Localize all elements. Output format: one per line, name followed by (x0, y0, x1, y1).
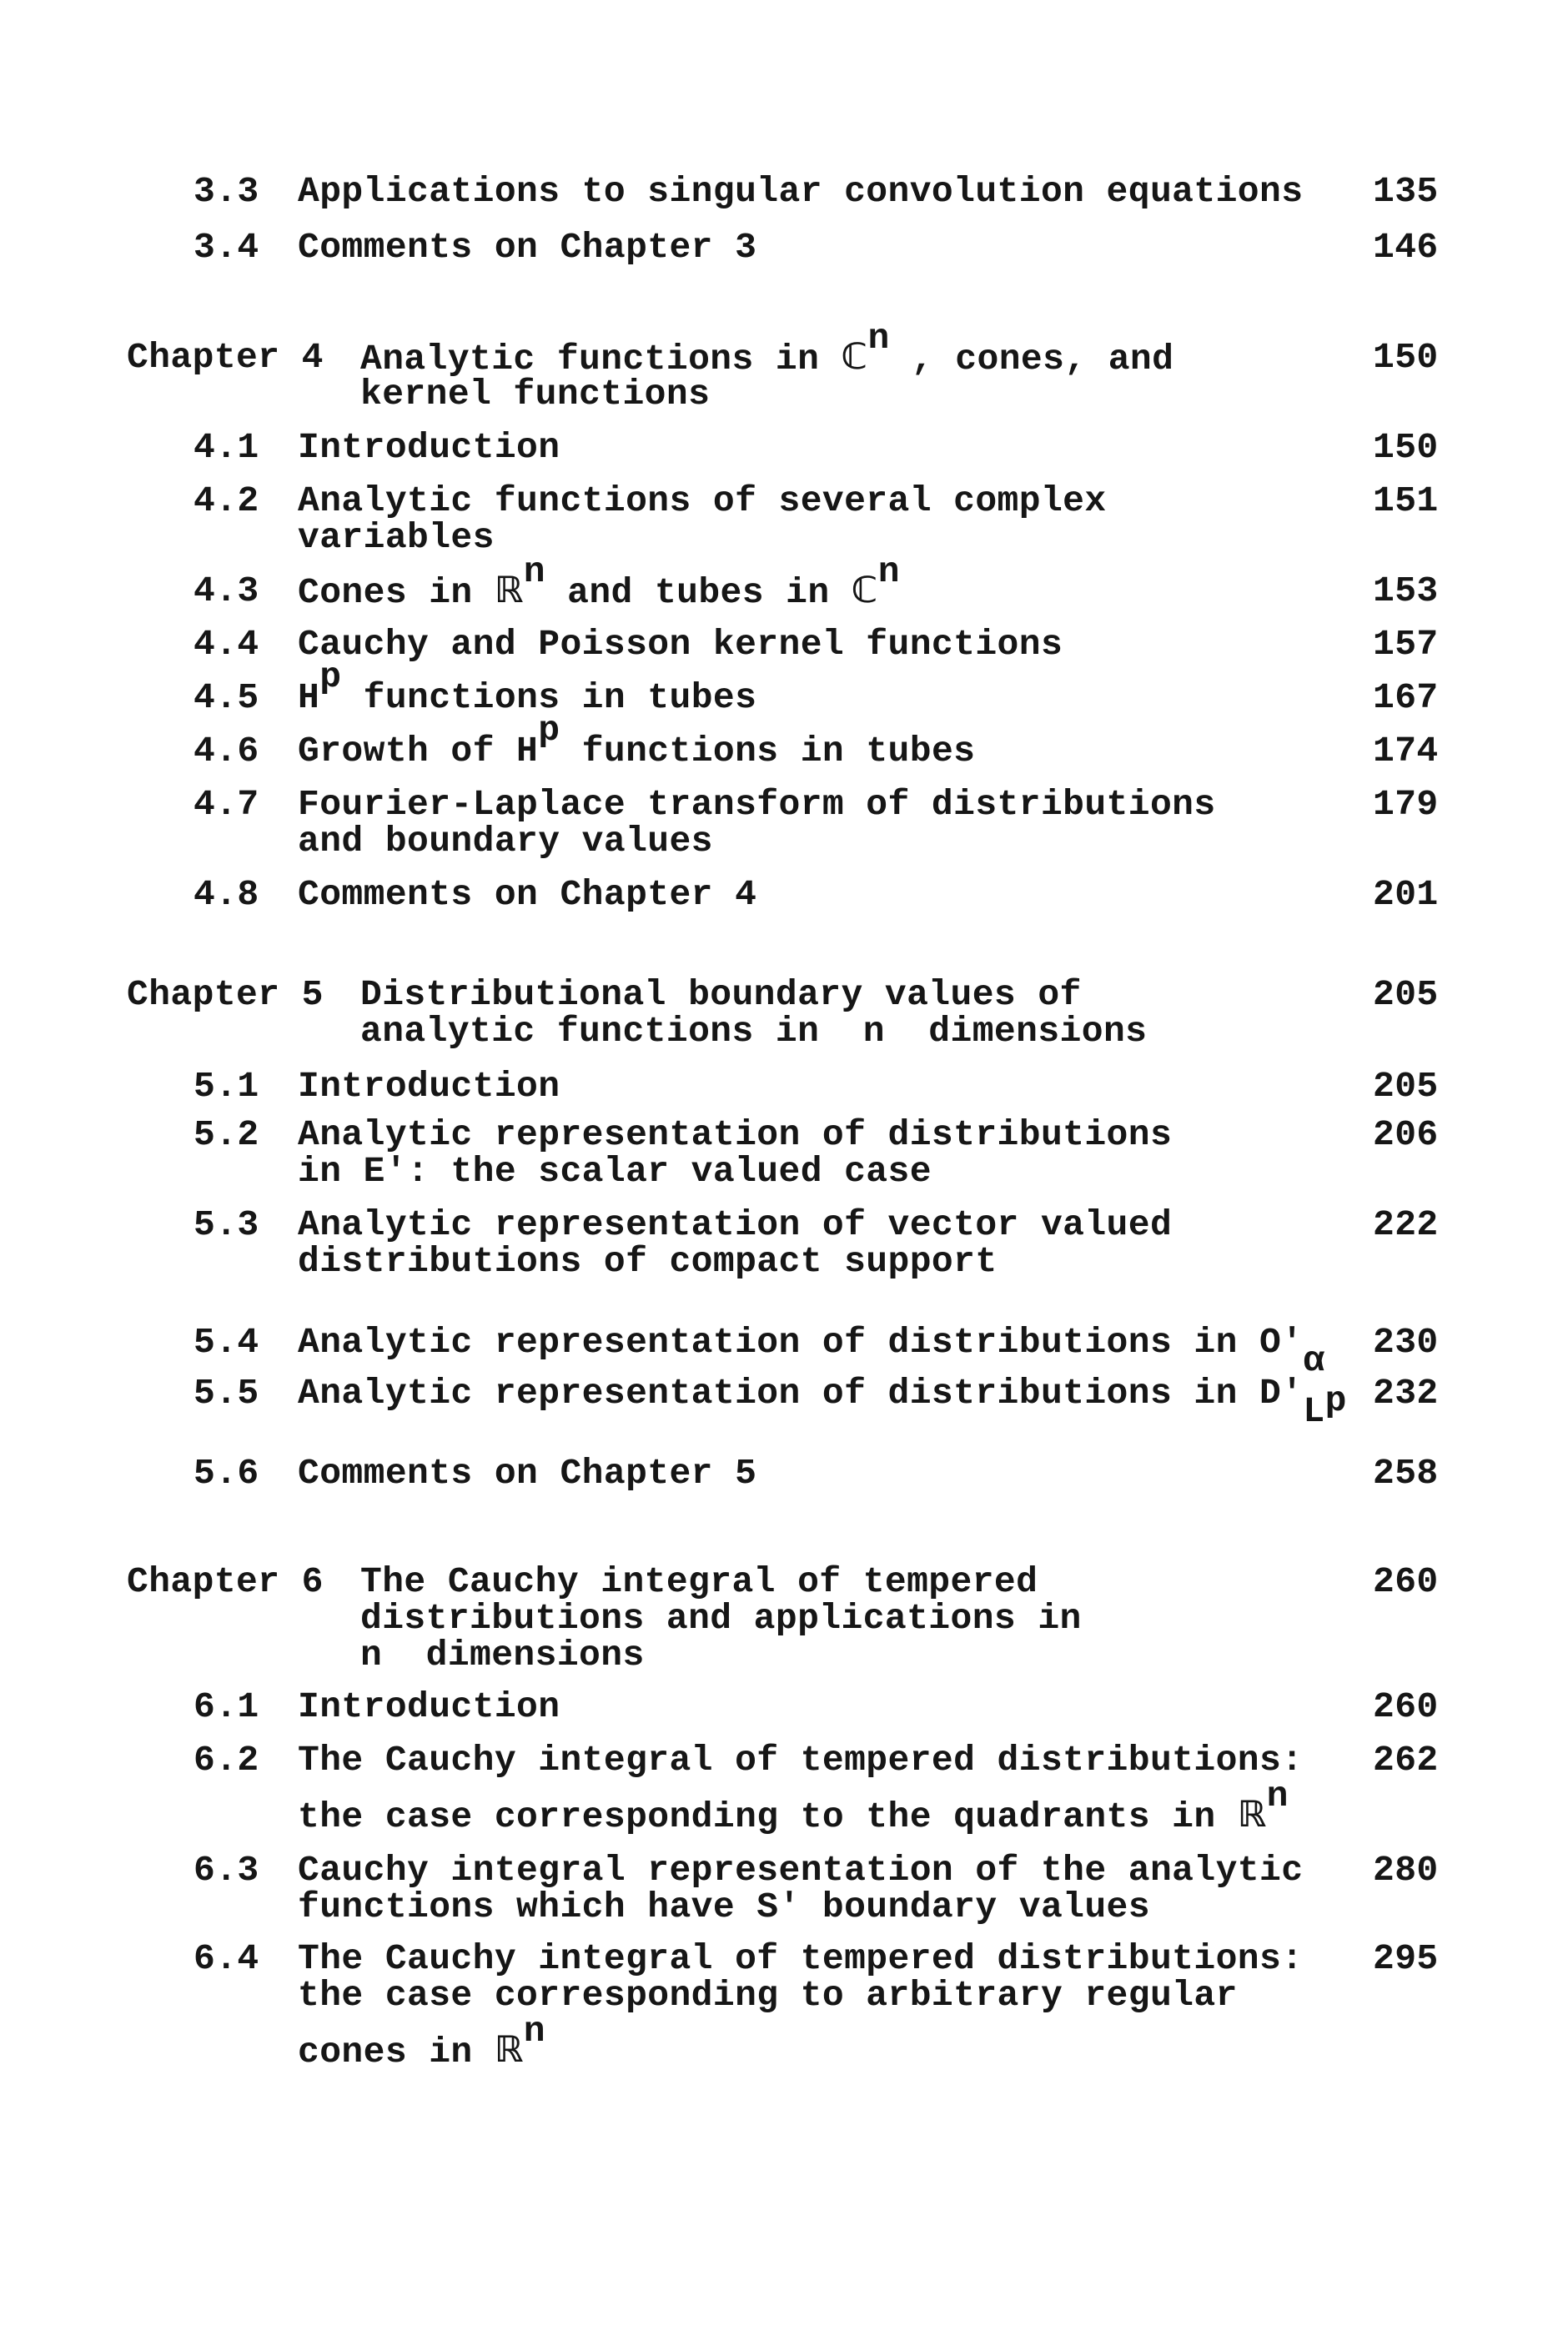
title-text: the case corresponding to the quadrants in (298, 1796, 1238, 1837)
page-number: 295 (1373, 1938, 1439, 1979)
title-text: variables (298, 517, 495, 558)
page-number: 280 (1373, 1850, 1439, 1891)
section-number: 4.4 (193, 624, 259, 665)
chapter-label: Chapter 4 (127, 337, 324, 378)
entry-title-line (298, 821, 713, 862)
title-text: functions in tubes (341, 677, 757, 718)
title-text: in E': the scalar valued case (298, 1151, 932, 1192)
subsup-script: p (1324, 1379, 1347, 1421)
sup-script: p (538, 710, 560, 751)
title-text: Introduction (298, 427, 560, 468)
sup-script: n (523, 551, 545, 593)
section-number: 6.2 (193, 1740, 259, 1781)
title-text: Cauchy integral representation of the analytic (298, 1850, 1304, 1891)
title-text: Comments on Chapter 3 (298, 227, 757, 268)
section-number: 6.4 (193, 1938, 259, 1979)
title-text: Distributional boundary values of (360, 974, 1082, 1015)
title-text: n dimensions (360, 1635, 645, 1675)
page-number: 206 (1373, 1114, 1439, 1155)
sup-script: n (877, 551, 900, 593)
title-text: Analytic representation of distributions in O' (298, 1322, 1304, 1363)
title-text: analytic functions in n dimensions (360, 1011, 1148, 1052)
title-text: Comments on Chapter 4 (298, 874, 757, 915)
title-text: The Cauchy integral of tempered distributions: (298, 1938, 1304, 1979)
page-number: 230 (1373, 1322, 1439, 1363)
entry-title-line (298, 480, 1107, 521)
sup-script: p (319, 656, 342, 698)
page-number: 262 (1373, 1740, 1439, 1781)
entry-title-line (298, 1151, 932, 1192)
entry-title-line (298, 1686, 560, 1727)
title-text: Introduction (298, 1066, 560, 1107)
title-text: Applications to singular convolution equations (298, 171, 1304, 212)
title-text: Analytic functions in (360, 339, 842, 379)
section-number: 5.1 (193, 1066, 259, 1107)
section-number: 4.5 (193, 677, 259, 718)
section-number: 4.1 (193, 427, 259, 468)
entry-title-line (298, 624, 1063, 665)
page-number: 150 (1373, 337, 1439, 378)
entry-title-line (298, 874, 756, 915)
entry-title-line (298, 784, 1216, 825)
title-text: Introduction (298, 1686, 560, 1727)
section-number: 4.6 (193, 731, 259, 771)
page-number: 153 (1373, 570, 1439, 611)
section-number: 3.3 (193, 171, 259, 212)
page-number: 167 (1373, 677, 1439, 718)
title-text: functions in tubes (560, 731, 976, 771)
entry-title-line (298, 171, 1303, 212)
page-number: 258 (1373, 1453, 1439, 1494)
entry-title-line (298, 1886, 1150, 1927)
entry-title-line (298, 1373, 1347, 1433)
entry-title-line (298, 1975, 1238, 2016)
sup-script: n (867, 318, 890, 359)
title-text: Growth of H (298, 731, 539, 771)
sub-script: L (1303, 1391, 1325, 1433)
title-text: The Cauchy integral of tempered (360, 1561, 1038, 1602)
title-text: , cones, and (889, 339, 1174, 379)
blackboard-letter: ℝ (494, 570, 524, 611)
title-text: Analytic representation of distributions (298, 1114, 1173, 1155)
entry-title-line (298, 1938, 1303, 1979)
section-number: 4.3 (193, 570, 259, 611)
title-text: Cauchy and Poisson kernel functions (298, 624, 1063, 665)
entry-title-line (360, 1561, 1038, 1602)
entry-title-line (298, 517, 495, 558)
page-number: 260 (1373, 1561, 1439, 1602)
entry-title-line (298, 710, 976, 771)
page-number: 232 (1373, 1373, 1439, 1414)
page-number: 174 (1373, 731, 1439, 771)
section-number: 5.3 (193, 1204, 259, 1245)
entry-title-line (360, 1635, 645, 1675)
page-number: 205 (1373, 974, 1439, 1015)
section-number: 6.3 (193, 1850, 259, 1891)
entry-title-line (298, 1322, 1325, 1382)
section-number: 4.2 (193, 480, 259, 521)
title-text: H (298, 677, 320, 718)
page-number: 205 (1373, 1066, 1439, 1107)
section-number: 4.7 (193, 784, 259, 825)
section-number: 6.1 (193, 1686, 259, 1727)
sub-script: α (1303, 1340, 1325, 1382)
blackboard-letter: ℂ (851, 570, 878, 611)
blackboard-letter: ℂ (841, 336, 868, 378)
sup-script: n (523, 2011, 545, 2052)
chapter-label: Chapter 6 (127, 1561, 324, 1602)
title-text: Cones in (298, 572, 495, 613)
entry-title-line (360, 1011, 1147, 1052)
page-number: 135 (1373, 171, 1439, 212)
title-text: and tubes in (545, 572, 852, 613)
page-number: 146 (1373, 227, 1439, 268)
entry-title-line (298, 2011, 545, 2072)
sup-script: n (1266, 1776, 1289, 1817)
title-text: Analytic functions of several complex (298, 480, 1107, 521)
title-text: distributions of compact support (298, 1241, 998, 1282)
blackboard-letter: ℝ (1237, 1794, 1267, 1836)
page-number: 260 (1373, 1686, 1439, 1727)
title-text: functions which have S' boundary values (298, 1886, 1150, 1927)
section-number: 5.2 (193, 1114, 259, 1155)
title-text: Analytic representation of vector valued (298, 1204, 1173, 1245)
entry-title-line (298, 551, 900, 613)
entry-title-line (298, 1114, 1172, 1155)
entry-title-line (298, 1740, 1303, 1781)
section-number: 5.4 (193, 1322, 259, 1363)
blackboard-letter: ℝ (494, 2029, 524, 2071)
section-number: 5.5 (193, 1373, 259, 1414)
title-text: and boundary values (298, 821, 713, 862)
title-text: cones in (298, 2032, 495, 2072)
title-text: Comments on Chapter 5 (298, 1453, 757, 1494)
page-number: 150 (1373, 427, 1439, 468)
entry-title-line (360, 374, 710, 414)
entry-title-line (360, 1598, 1082, 1639)
title-text: The Cauchy integral of tempered distributions: (298, 1740, 1304, 1781)
entry-title-line (298, 1066, 560, 1107)
title-text: Fourier-Laplace transform of distributions (298, 784, 1216, 825)
title-text: distributions and applications in (360, 1598, 1082, 1639)
entry-title-line (298, 656, 757, 718)
page-number: 157 (1373, 624, 1439, 665)
section-number: 5.6 (193, 1453, 259, 1494)
page-number: 201 (1373, 874, 1439, 915)
entry-title-line (298, 1204, 1172, 1245)
entry-title-line (298, 1776, 1289, 1837)
title-text: Analytic representation of distributions in D' (298, 1373, 1304, 1414)
chapter-label: Chapter 5 (127, 974, 324, 1015)
entry-title-line (298, 1453, 756, 1494)
title-text: the case corresponding to arbitrary regular (298, 1975, 1238, 2016)
page-number: 151 (1373, 480, 1439, 521)
entry-title-line (298, 1241, 998, 1282)
entry-title-line (360, 974, 1082, 1015)
section-number: 3.4 (193, 227, 259, 268)
page-number: 179 (1373, 784, 1439, 825)
entry-title-line (298, 227, 756, 268)
section-number: 4.8 (193, 874, 259, 915)
page-number: 222 (1373, 1204, 1439, 1245)
entry-title-line (298, 1850, 1303, 1891)
entry-title-line (298, 427, 560, 468)
title-text: kernel functions (360, 374, 711, 414)
